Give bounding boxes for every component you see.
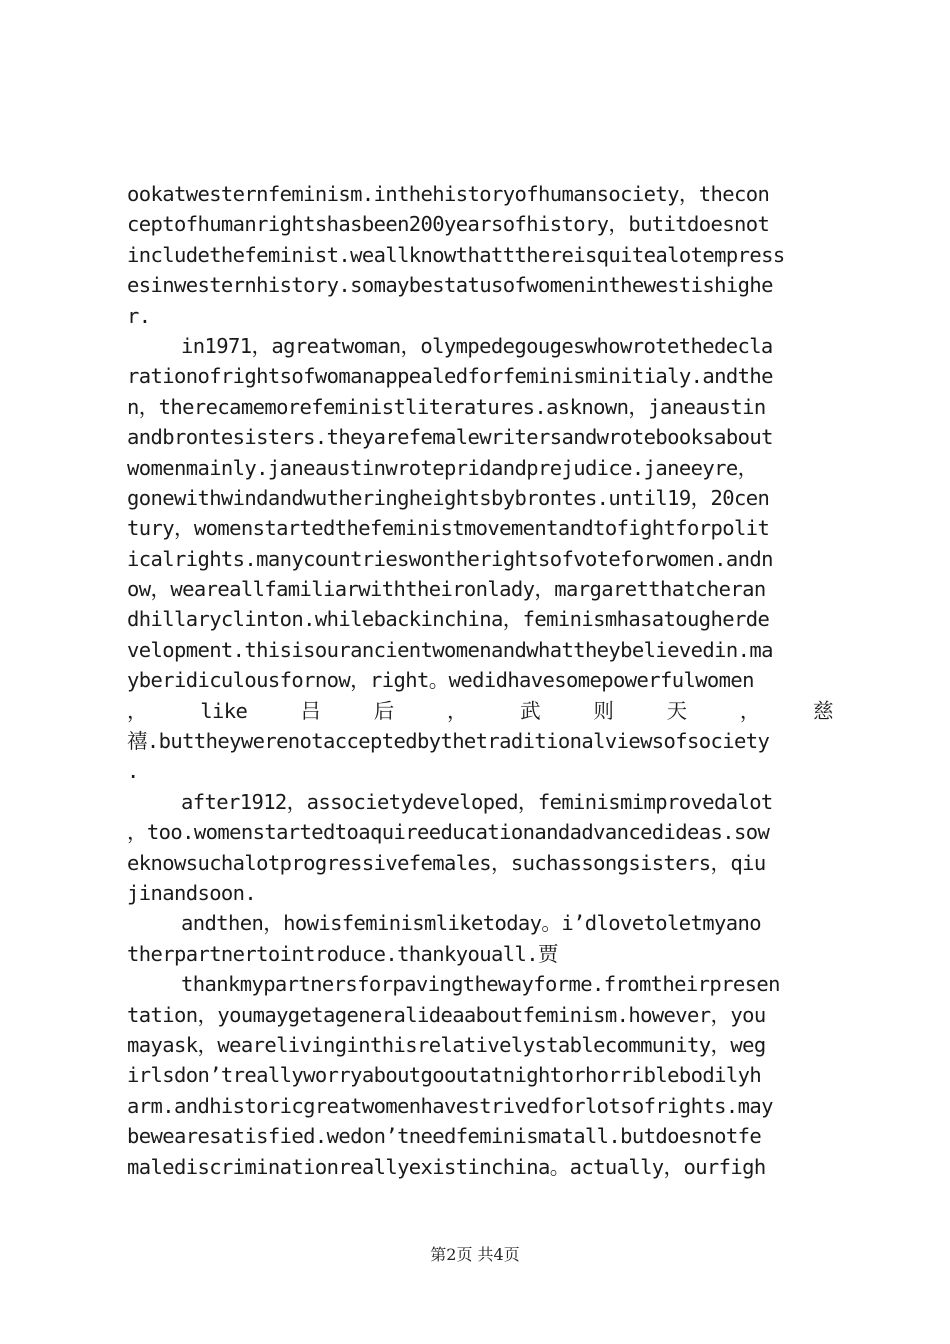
text-line: arm.andhistoricgreatwomenhavestrivedforlotsofrights.may	[127, 1093, 773, 1118]
text-line: malediscriminationreallyexistinchina。actually，ourfigh	[127, 1154, 766, 1179]
text-line: tury，womenstartedthefeministmovementandtofightforpolit	[127, 516, 770, 541]
justified-word: 慈	[813, 698, 833, 723]
text-line: therpartnertointroduce.thankyouall.贾	[127, 941, 558, 966]
text-line: icalrights.manycountrieswontherightsofvoteforwomen.andn	[127, 546, 773, 571]
text-line: ，too.womenstartedtoaquireeducationandadvancedideas.sow	[127, 820, 770, 845]
text-line: 禧.buttheywerenotacceptedbythetraditionalviewsofsociety	[127, 729, 770, 754]
justified-word: ，	[127, 698, 147, 723]
paragraph-start-line: in1971，agreatwoman，olympedegougeswhowrotethedecla	[181, 333, 773, 358]
justified-line	[127, 696, 833, 726]
text-line: r.	[127, 303, 151, 328]
text-line: n，therecamemorefeministliteratures.asknown，janeaustin	[127, 394, 766, 419]
text-line: womenmainly.janeaustinwrotepridandprejudice.janeeyre，	[127, 455, 758, 480]
justified-word: 后	[373, 698, 394, 723]
paragraph-start-line: andthen，howisfeminismliketoday。i’dlovetoletmyano	[181, 911, 761, 936]
text-line: esinwesternhistory.somaybestatusofwomeninthewestishighe	[127, 273, 773, 298]
text-line: .	[127, 759, 139, 784]
page-footer	[0, 1242, 950, 1265]
justified-word: 武	[520, 698, 541, 723]
text-line: ookatwesternfeminism.inthehistoryofhumansociety，thecon	[127, 182, 770, 206]
text-line: mayask，wearelivinginthisrelativelystablecommunity，weg	[127, 1032, 766, 1057]
justified-word: 则	[593, 698, 614, 723]
text-line: velopment.thisisourancientwomenandwhattheybelievedin.ma	[127, 637, 773, 662]
text-line: ceptofhumanrightshasbeen200yearsofhistory，butitdoesnot	[127, 212, 770, 237]
paragraph-start-line: after1912，associetydeveloped，feminismimprovedalot	[181, 789, 773, 814]
justified-word: ，	[739, 698, 760, 723]
justified-word: ，	[446, 698, 467, 723]
text-line: includethefeminist.weallknowthattthereisquitealotempress	[127, 242, 785, 267]
justified-word: 天	[666, 698, 687, 723]
text-line: bewearesatisfied.wedon’tneedfeminismatall.butdoesnotfe	[127, 1124, 762, 1149]
text-line: tation，youmaygetageneralideaaboutfeminism.however，you	[127, 1002, 766, 1027]
justified-word: 吕	[300, 698, 321, 723]
text-line: irlsdon’treallyworryaboutgooutatnightorhorriblebodilyh	[127, 1063, 762, 1088]
text-line: rationofrightsofwomanappealedforfeminisminitialy.andthe	[127, 364, 773, 389]
text-line: dhillaryclinton.whilebackinchina，feminismhasatougherde	[127, 607, 770, 632]
text-line: andbrontesisters.theyarefemalewritersandwrotebooksabout	[127, 425, 773, 450]
text-line: ow，weareallfamiliarwiththeironlady，margaretthatcheran	[127, 577, 766, 602]
paragraph-start-line: thankmypartnersforpavingthewayforme.fromtheirpresen	[181, 972, 780, 997]
text-line: jinandsoon.	[127, 880, 257, 905]
text-line: yberidiculousfornow，right。wedidhavesomepowerfulwomen	[127, 668, 754, 693]
justified-word: like	[200, 698, 248, 723]
page-number: 第2页 共4页	[430, 1245, 520, 1264]
body-text	[127, 179, 833, 1182]
text-line: gonewithwindandwutheringheightsbybrontes.until19，20cen	[127, 485, 770, 510]
text-line: eknowsuchalotprogressivefemales，suchassongsisters，qiu	[127, 850, 766, 875]
